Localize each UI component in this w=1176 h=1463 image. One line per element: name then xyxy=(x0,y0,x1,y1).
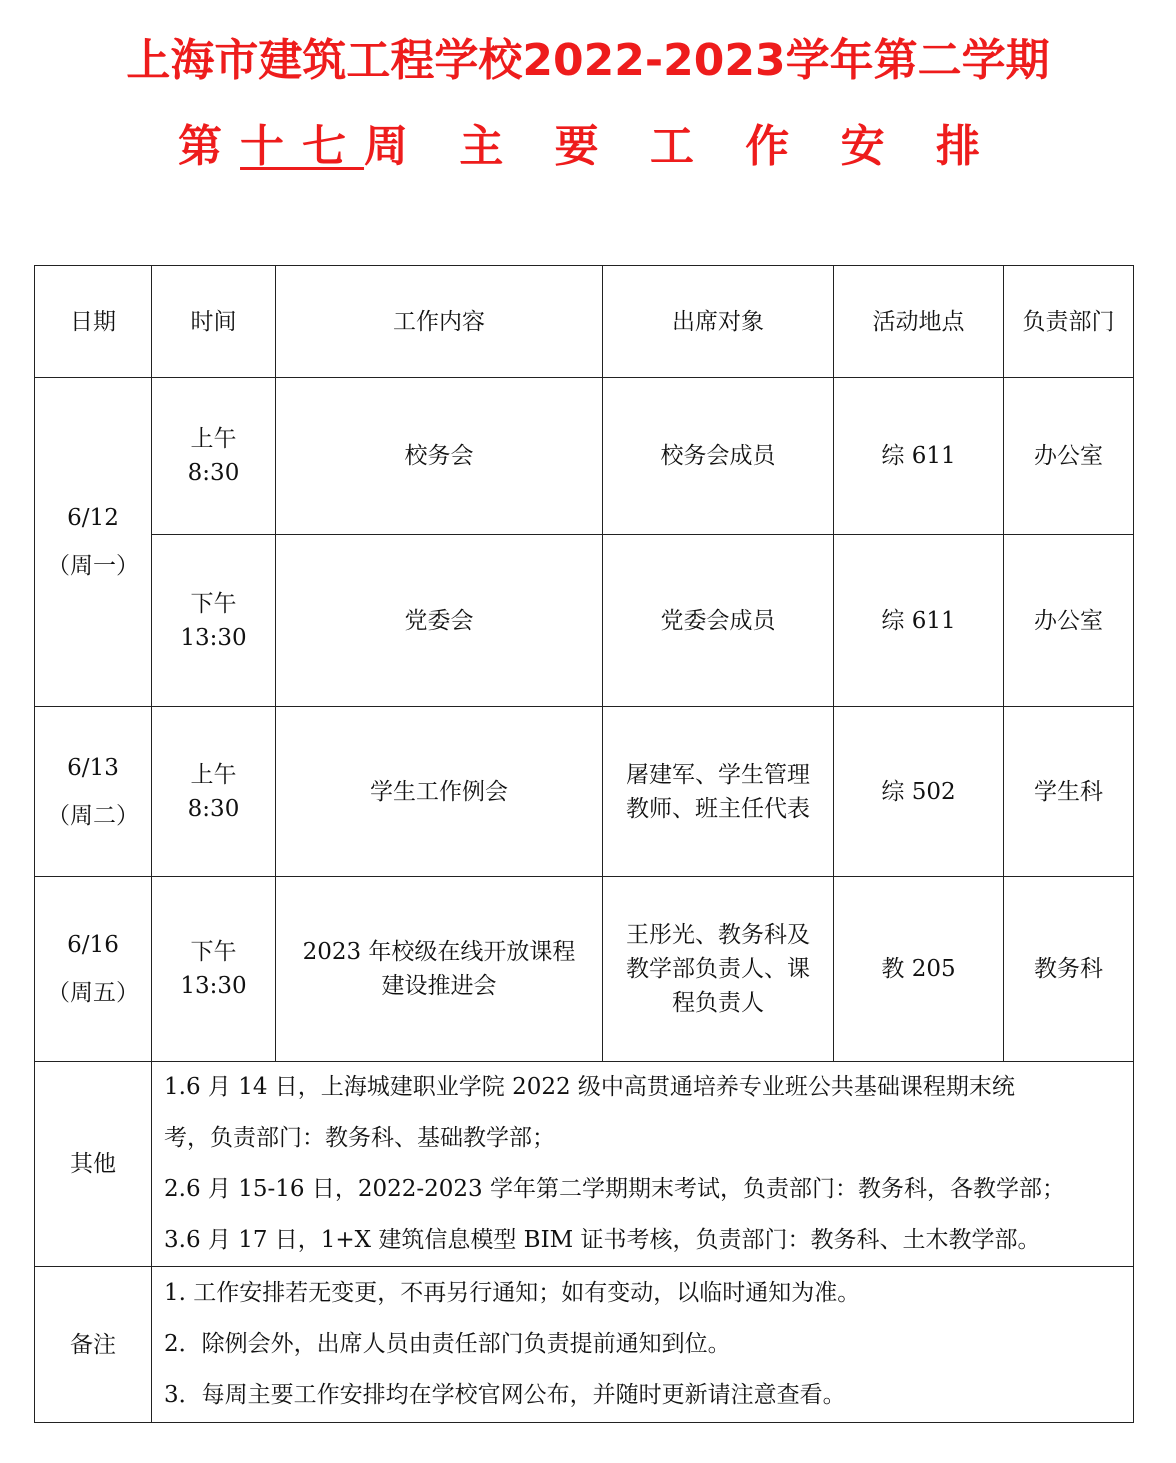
time-period: 上午 xyxy=(190,426,237,452)
week-title xyxy=(0,116,1176,178)
table-row xyxy=(35,707,1134,877)
date-cell xyxy=(35,378,152,707)
remarks-row xyxy=(35,1267,1134,1423)
time-cell xyxy=(152,707,276,877)
header-row xyxy=(35,266,1134,378)
week-suffix: 周 主 要 工 作 安 排 xyxy=(364,121,998,172)
time: 8:30 xyxy=(187,460,240,486)
header-department: 负责部门 xyxy=(1004,266,1134,378)
other-note: 1.6 月 14 日，上海城建职业学院 2022 级中高贯通培养专业班公共基础课程期末统 xyxy=(164,1074,1015,1100)
time-cell xyxy=(152,535,276,707)
week-number: 十七 xyxy=(240,121,365,172)
header-location: 活动地点 xyxy=(834,266,1004,378)
remarks-notes xyxy=(152,1267,1134,1423)
department-cell: 办公室 xyxy=(1004,378,1134,535)
weekday: （周一） xyxy=(47,553,139,579)
table-row xyxy=(35,877,1134,1062)
document-title: 上海市建筑工程学校2022-2023学年第二学期 xyxy=(126,35,1050,86)
attendees-cell: 党委会成员 xyxy=(603,535,834,707)
location-cell: 综 611 xyxy=(834,535,1004,707)
header-date: 日期 xyxy=(35,266,152,378)
weekday: （周二） xyxy=(47,802,139,829)
location-cell: 综 502 xyxy=(834,707,1004,877)
table-row xyxy=(35,535,1134,707)
content-cell: 2023 年校级在线开放课程 建设推进会 xyxy=(276,877,603,1062)
attendees-cell: 王彤光、教务科及 教学部负责人、课 程负责人 xyxy=(603,877,834,1062)
header-attendees: 出席对象 xyxy=(603,266,834,378)
attendees-cell: 屠建军、学生管理 教师、班主任代表 xyxy=(603,707,834,877)
other-note: 3.6 月 17 日，1+X 建筑信息模型 BIM 证书考核，负责部门：教务科、土木教学部。 xyxy=(164,1227,1041,1253)
time: 13:30 xyxy=(180,973,247,999)
header-time: 时间 xyxy=(152,266,276,378)
remark-note: 2．除例会外，出席人员由责任部门负责提前通知到位。 xyxy=(164,1331,731,1357)
date: 6/13 xyxy=(67,754,119,781)
other-notes xyxy=(152,1062,1134,1267)
department-cell: 教务科 xyxy=(1004,877,1134,1062)
time-cell xyxy=(152,378,276,535)
other-row xyxy=(35,1062,1134,1267)
remark-note: 3．每周主要工作安排均在学校官网公布，并随时更新请注意查看。 xyxy=(164,1382,846,1408)
table-row xyxy=(35,378,1134,535)
time-period: 下午 xyxy=(190,939,237,965)
weekday: （周五） xyxy=(47,980,139,1006)
time: 8:30 xyxy=(187,795,240,822)
content-cell: 校务会 xyxy=(276,378,603,535)
other-note: 2.6 月 15-16 日，2022-2023 学年第二学期期末考试，负责部门：教务科，各教学部； xyxy=(164,1176,1065,1202)
week-prefix: 第 xyxy=(178,121,241,172)
other-note: 考，负责部门：教务科、基础教学部； xyxy=(164,1125,555,1151)
time-cell xyxy=(152,877,276,1062)
date: 6/16 xyxy=(67,932,119,958)
remark-note: 1. 工作安排若无变更，不再另行通知；如有变动，以临时通知为准。 xyxy=(164,1280,861,1306)
location-cell: 综 611 xyxy=(834,378,1004,535)
location-cell: 教 205 xyxy=(834,877,1004,1062)
schedule-table xyxy=(34,265,1134,1423)
department-cell: 办公室 xyxy=(1004,535,1134,707)
time: 13:30 xyxy=(180,624,247,651)
department-cell: 学生科 xyxy=(1004,707,1134,877)
date-cell xyxy=(35,877,152,1062)
time-period: 下午 xyxy=(190,590,237,617)
date-cell xyxy=(35,707,152,877)
date: 6/12 xyxy=(67,505,119,531)
content-cell: 学生工作例会 xyxy=(276,707,603,877)
remarks-label: 备注 xyxy=(35,1267,152,1423)
content-cell: 党委会 xyxy=(276,535,603,707)
header-content: 工作内容 xyxy=(276,266,603,378)
attendees-cell: 校务会成员 xyxy=(603,378,834,535)
time-period: 上午 xyxy=(190,761,237,788)
other-label: 其他 xyxy=(35,1062,152,1267)
